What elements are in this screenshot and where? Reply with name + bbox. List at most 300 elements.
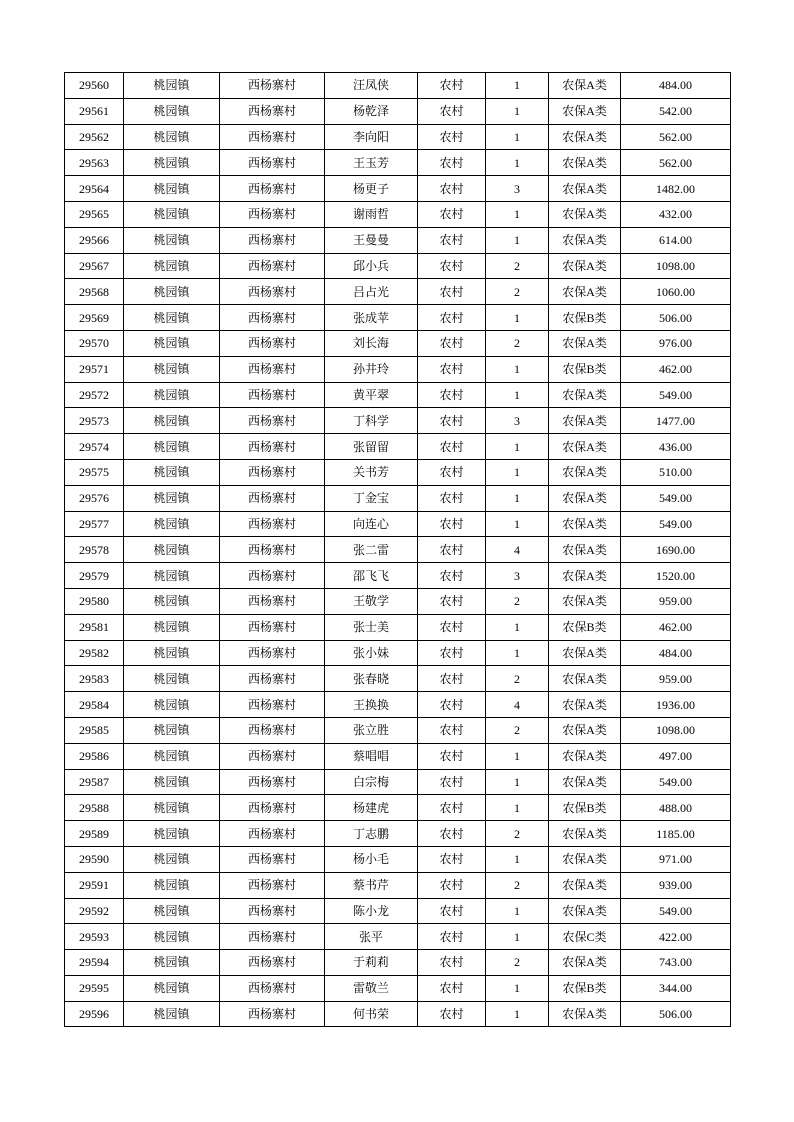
- insurance-category-cell: 农保A类: [549, 201, 621, 227]
- table-row: [65, 821, 731, 847]
- table-row: [65, 434, 731, 460]
- village-cell: 西杨寨村: [220, 176, 325, 202]
- village-cell: 西杨寨村: [220, 743, 325, 769]
- village-cell: 西杨寨村: [220, 434, 325, 460]
- table-row: [65, 356, 731, 382]
- person-name-cell: 谢雨哲: [325, 201, 418, 227]
- town-cell: 桃园镇: [124, 666, 220, 692]
- serial-number-cell: 29580: [65, 588, 124, 614]
- town-cell: 桃园镇: [124, 253, 220, 279]
- household-type-cell: 农村: [418, 769, 486, 795]
- person-count-cell: 1: [486, 769, 549, 795]
- insurance-category-cell: 农保A类: [549, 434, 621, 460]
- town-cell: 桃园镇: [124, 537, 220, 563]
- person-count-cell: 2: [486, 666, 549, 692]
- village-cell: 西杨寨村: [220, 227, 325, 253]
- village-cell: 西杨寨村: [220, 279, 325, 305]
- table-row: [65, 382, 731, 408]
- table-row: [65, 717, 731, 743]
- town-cell: 桃园镇: [124, 98, 220, 124]
- person-count-cell: 1: [486, 356, 549, 382]
- village-cell: 西杨寨村: [220, 73, 325, 99]
- town-cell: 桃园镇: [124, 434, 220, 460]
- person-count-cell: 1: [486, 485, 549, 511]
- table-row: [65, 872, 731, 898]
- amount-cell: 562.00: [621, 124, 731, 150]
- serial-number-cell: 29572: [65, 382, 124, 408]
- insurance-category-cell: 农保A类: [549, 73, 621, 99]
- person-count-cell: 2: [486, 821, 549, 847]
- insurance-category-cell: 农保A类: [549, 743, 621, 769]
- person-count-cell: 1: [486, 434, 549, 460]
- person-count-cell: 1: [486, 305, 549, 331]
- household-type-cell: 农村: [418, 692, 486, 718]
- serial-number-cell: 29573: [65, 408, 124, 434]
- serial-number-cell: 29586: [65, 743, 124, 769]
- person-count-cell: 2: [486, 330, 549, 356]
- insurance-category-cell: 农保A类: [549, 898, 621, 924]
- town-cell: 桃园镇: [124, 743, 220, 769]
- village-cell: 西杨寨村: [220, 563, 325, 589]
- town-cell: 桃园镇: [124, 795, 220, 821]
- amount-cell: 549.00: [621, 898, 731, 924]
- household-type-cell: 农村: [418, 924, 486, 950]
- person-name-cell: 关书芳: [325, 459, 418, 485]
- town-cell: 桃园镇: [124, 150, 220, 176]
- insurance-category-cell: 农保C类: [549, 924, 621, 950]
- town-cell: 桃园镇: [124, 821, 220, 847]
- person-count-cell: 1: [486, 795, 549, 821]
- person-name-cell: 向连心: [325, 511, 418, 537]
- person-count-cell: 3: [486, 563, 549, 589]
- serial-number-cell: 29563: [65, 150, 124, 176]
- household-type-cell: 农村: [418, 614, 486, 640]
- village-cell: 西杨寨村: [220, 666, 325, 692]
- insurance-category-cell: 农保A类: [549, 382, 621, 408]
- household-type-cell: 农村: [418, 434, 486, 460]
- village-cell: 西杨寨村: [220, 588, 325, 614]
- person-name-cell: 丁志鹏: [325, 821, 418, 847]
- person-count-cell: 2: [486, 279, 549, 305]
- person-count-cell: 3: [486, 408, 549, 434]
- household-type-cell: 农村: [418, 872, 486, 898]
- table-row: [65, 201, 731, 227]
- person-name-cell: 张立胜: [325, 717, 418, 743]
- insurance-category-cell: 农保A类: [549, 666, 621, 692]
- table-row: [65, 485, 731, 511]
- person-name-cell: 丁科学: [325, 408, 418, 434]
- serial-number-cell: 29588: [65, 795, 124, 821]
- serial-number-cell: 29574: [65, 434, 124, 460]
- table-row: [65, 769, 731, 795]
- village-cell: 西杨寨村: [220, 1001, 325, 1027]
- person-name-cell: 张成苹: [325, 305, 418, 331]
- person-name-cell: 黄平翠: [325, 382, 418, 408]
- amount-cell: 344.00: [621, 975, 731, 1001]
- insurance-category-cell: 农保A类: [549, 227, 621, 253]
- village-cell: 西杨寨村: [220, 795, 325, 821]
- person-count-cell: 1: [486, 150, 549, 176]
- household-type-cell: 农村: [418, 743, 486, 769]
- serial-number-cell: 29564: [65, 176, 124, 202]
- table-row: [65, 279, 731, 305]
- person-count-cell: 1: [486, 846, 549, 872]
- person-count-cell: 1: [486, 1001, 549, 1027]
- serial-number-cell: 29585: [65, 717, 124, 743]
- village-cell: 西杨寨村: [220, 769, 325, 795]
- town-cell: 桃园镇: [124, 73, 220, 99]
- town-cell: 桃园镇: [124, 898, 220, 924]
- town-cell: 桃园镇: [124, 201, 220, 227]
- village-cell: 西杨寨村: [220, 614, 325, 640]
- town-cell: 桃园镇: [124, 640, 220, 666]
- insurance-category-cell: 农保A类: [549, 150, 621, 176]
- town-cell: 桃园镇: [124, 279, 220, 305]
- person-count-cell: 1: [486, 924, 549, 950]
- table-row: [65, 563, 731, 589]
- insurance-category-cell: 农保A类: [549, 717, 621, 743]
- table-row: [65, 408, 731, 434]
- town-cell: 桃园镇: [124, 717, 220, 743]
- table-row: [65, 795, 731, 821]
- village-cell: 西杨寨村: [220, 537, 325, 563]
- insurance-category-cell: 农保A类: [549, 459, 621, 485]
- amount-cell: 562.00: [621, 150, 731, 176]
- household-type-cell: 农村: [418, 305, 486, 331]
- subsidy-table-body: [65, 73, 731, 1027]
- serial-number-cell: 29561: [65, 98, 124, 124]
- amount-cell: 462.00: [621, 356, 731, 382]
- town-cell: 桃园镇: [124, 975, 220, 1001]
- insurance-category-cell: 农保A类: [549, 253, 621, 279]
- village-cell: 西杨寨村: [220, 98, 325, 124]
- town-cell: 桃园镇: [124, 330, 220, 356]
- village-cell: 西杨寨村: [220, 356, 325, 382]
- person-name-cell: 张二雷: [325, 537, 418, 563]
- household-type-cell: 农村: [418, 950, 486, 976]
- insurance-category-cell: 农保A类: [549, 1001, 621, 1027]
- household-type-cell: 农村: [418, 563, 486, 589]
- person-name-cell: 吕占光: [325, 279, 418, 305]
- table-row: [65, 227, 731, 253]
- household-type-cell: 农村: [418, 846, 486, 872]
- town-cell: 桃园镇: [124, 227, 220, 253]
- village-cell: 西杨寨村: [220, 511, 325, 537]
- amount-cell: 497.00: [621, 743, 731, 769]
- amount-cell: 939.00: [621, 872, 731, 898]
- town-cell: 桃园镇: [124, 1001, 220, 1027]
- serial-number-cell: 29594: [65, 950, 124, 976]
- person-name-cell: 张留留: [325, 434, 418, 460]
- amount-cell: 1482.00: [621, 176, 731, 202]
- serial-number-cell: 29576: [65, 485, 124, 511]
- amount-cell: 549.00: [621, 485, 731, 511]
- household-type-cell: 农村: [418, 382, 486, 408]
- insurance-category-cell: 农保A类: [549, 872, 621, 898]
- amount-cell: 959.00: [621, 588, 731, 614]
- serial-number-cell: 29583: [65, 666, 124, 692]
- household-type-cell: 农村: [418, 537, 486, 563]
- person-name-cell: 张平: [325, 924, 418, 950]
- amount-cell: 743.00: [621, 950, 731, 976]
- table-row: [65, 614, 731, 640]
- village-cell: 西杨寨村: [220, 975, 325, 1001]
- person-count-cell: 1: [486, 511, 549, 537]
- amount-cell: 506.00: [621, 1001, 731, 1027]
- household-type-cell: 农村: [418, 717, 486, 743]
- town-cell: 桃园镇: [124, 614, 220, 640]
- person-count-cell: 1: [486, 898, 549, 924]
- table-row: [65, 124, 731, 150]
- person-name-cell: 王敬学: [325, 588, 418, 614]
- town-cell: 桃园镇: [124, 305, 220, 331]
- amount-cell: 549.00: [621, 769, 731, 795]
- serial-number-cell: 29590: [65, 846, 124, 872]
- person-name-cell: 蔡唱唱: [325, 743, 418, 769]
- serial-number-cell: 29592: [65, 898, 124, 924]
- amount-cell: 422.00: [621, 924, 731, 950]
- town-cell: 桃园镇: [124, 124, 220, 150]
- serial-number-cell: 29593: [65, 924, 124, 950]
- person-name-cell: 雷敬兰: [325, 975, 418, 1001]
- amount-cell: 1098.00: [621, 717, 731, 743]
- table-row: [65, 1001, 731, 1027]
- table-row: [65, 898, 731, 924]
- town-cell: 桃园镇: [124, 692, 220, 718]
- village-cell: 西杨寨村: [220, 640, 325, 666]
- village-cell: 西杨寨村: [220, 408, 325, 434]
- amount-cell: 1060.00: [621, 279, 731, 305]
- person-name-cell: 王玉芳: [325, 150, 418, 176]
- person-name-cell: 王换换: [325, 692, 418, 718]
- amount-cell: 549.00: [621, 382, 731, 408]
- amount-cell: 976.00: [621, 330, 731, 356]
- serial-number-cell: 29579: [65, 563, 124, 589]
- person-count-cell: 1: [486, 743, 549, 769]
- amount-cell: 549.00: [621, 511, 731, 537]
- household-type-cell: 农村: [418, 408, 486, 434]
- person-count-cell: 2: [486, 253, 549, 279]
- household-type-cell: 农村: [418, 330, 486, 356]
- insurance-category-cell: 农保A类: [549, 408, 621, 434]
- village-cell: 西杨寨村: [220, 872, 325, 898]
- town-cell: 桃园镇: [124, 511, 220, 537]
- person-name-cell: 邱小兵: [325, 253, 418, 279]
- household-type-cell: 农村: [418, 253, 486, 279]
- table-row: [65, 640, 731, 666]
- village-cell: 西杨寨村: [220, 485, 325, 511]
- person-count-cell: 1: [486, 975, 549, 1001]
- person-count-cell: 2: [486, 717, 549, 743]
- household-type-cell: 农村: [418, 459, 486, 485]
- insurance-category-cell: 农保A类: [549, 692, 621, 718]
- village-cell: 西杨寨村: [220, 846, 325, 872]
- serial-number-cell: 29584: [65, 692, 124, 718]
- amount-cell: 1477.00: [621, 408, 731, 434]
- serial-number-cell: 29565: [65, 201, 124, 227]
- person-name-cell: 杨小毛: [325, 846, 418, 872]
- person-count-cell: 1: [486, 227, 549, 253]
- table-row: [65, 73, 731, 99]
- village-cell: 西杨寨村: [220, 898, 325, 924]
- person-count-cell: 1: [486, 640, 549, 666]
- village-cell: 西杨寨村: [220, 253, 325, 279]
- village-cell: 西杨寨村: [220, 201, 325, 227]
- person-name-cell: 何书荣: [325, 1001, 418, 1027]
- amount-cell: 506.00: [621, 305, 731, 331]
- serial-number-cell: 29560: [65, 73, 124, 99]
- insurance-category-cell: 农保A类: [549, 950, 621, 976]
- insurance-category-cell: 农保B类: [549, 795, 621, 821]
- person-name-cell: 杨更子: [325, 176, 418, 202]
- table-row: [65, 150, 731, 176]
- town-cell: 桃园镇: [124, 588, 220, 614]
- table-row: [65, 950, 731, 976]
- serial-number-cell: 29578: [65, 537, 124, 563]
- amount-cell: 432.00: [621, 201, 731, 227]
- person-name-cell: 孙井玲: [325, 356, 418, 382]
- insurance-category-cell: 农保A类: [549, 176, 621, 202]
- town-cell: 桃园镇: [124, 459, 220, 485]
- serial-number-cell: 29567: [65, 253, 124, 279]
- person-name-cell: 白宗梅: [325, 769, 418, 795]
- table-row: [65, 176, 731, 202]
- household-type-cell: 农村: [418, 98, 486, 124]
- serial-number-cell: 29595: [65, 975, 124, 1001]
- insurance-category-cell: 农保A类: [549, 485, 621, 511]
- serial-number-cell: 29562: [65, 124, 124, 150]
- person-name-cell: 王曼曼: [325, 227, 418, 253]
- person-count-cell: 1: [486, 124, 549, 150]
- table-row: [65, 459, 731, 485]
- amount-cell: 484.00: [621, 640, 731, 666]
- person-name-cell: 张士美: [325, 614, 418, 640]
- table-row: [65, 588, 731, 614]
- person-name-cell: 张小妹: [325, 640, 418, 666]
- serial-number-cell: 29596: [65, 1001, 124, 1027]
- town-cell: 桃园镇: [124, 485, 220, 511]
- person-name-cell: 于莉莉: [325, 950, 418, 976]
- household-type-cell: 农村: [418, 821, 486, 847]
- person-name-cell: 邵飞飞: [325, 563, 418, 589]
- table-row: [65, 330, 731, 356]
- amount-cell: 484.00: [621, 73, 731, 99]
- insurance-category-cell: 农保B类: [549, 614, 621, 640]
- household-type-cell: 农村: [418, 150, 486, 176]
- table-row: [65, 924, 731, 950]
- serial-number-cell: 29568: [65, 279, 124, 305]
- serial-number-cell: 29570: [65, 330, 124, 356]
- person-count-cell: 1: [486, 201, 549, 227]
- town-cell: 桃园镇: [124, 950, 220, 976]
- village-cell: 西杨寨村: [220, 382, 325, 408]
- insurance-category-cell: 农保A类: [549, 98, 621, 124]
- household-type-cell: 农村: [418, 640, 486, 666]
- village-cell: 西杨寨村: [220, 150, 325, 176]
- amount-cell: 614.00: [621, 227, 731, 253]
- household-type-cell: 农村: [418, 279, 486, 305]
- amount-cell: 542.00: [621, 98, 731, 124]
- insurance-category-cell: 农保B类: [549, 356, 621, 382]
- amount-cell: 1185.00: [621, 821, 731, 847]
- table-row: [65, 692, 731, 718]
- household-type-cell: 农村: [418, 588, 486, 614]
- amount-cell: 488.00: [621, 795, 731, 821]
- person-count-cell: 4: [486, 692, 549, 718]
- insurance-category-cell: 农保A类: [549, 124, 621, 150]
- person-name-cell: 刘长海: [325, 330, 418, 356]
- person-name-cell: 丁金宝: [325, 485, 418, 511]
- person-count-cell: 3: [486, 176, 549, 202]
- insurance-category-cell: 农保B类: [549, 975, 621, 1001]
- village-cell: 西杨寨村: [220, 950, 325, 976]
- village-cell: 西杨寨村: [220, 821, 325, 847]
- person-count-cell: 4: [486, 537, 549, 563]
- person-count-cell: 1: [486, 614, 549, 640]
- person-name-cell: 汪凤侠: [325, 73, 418, 99]
- amount-cell: 436.00: [621, 434, 731, 460]
- person-name-cell: 蔡书芹: [325, 872, 418, 898]
- amount-cell: 959.00: [621, 666, 731, 692]
- village-cell: 西杨寨村: [220, 330, 325, 356]
- table-row: [65, 666, 731, 692]
- insurance-category-cell: 农保A类: [549, 537, 621, 563]
- household-type-cell: 农村: [418, 227, 486, 253]
- person-name-cell: 张春晓: [325, 666, 418, 692]
- person-name-cell: 杨乾泽: [325, 98, 418, 124]
- town-cell: 桃园镇: [124, 382, 220, 408]
- town-cell: 桃园镇: [124, 924, 220, 950]
- person-count-cell: 1: [486, 459, 549, 485]
- serial-number-cell: 29589: [65, 821, 124, 847]
- subsidy-table: [64, 72, 731, 1027]
- amount-cell: 510.00: [621, 459, 731, 485]
- amount-cell: 1520.00: [621, 563, 731, 589]
- amount-cell: 971.00: [621, 846, 731, 872]
- amount-cell: 1098.00: [621, 253, 731, 279]
- insurance-category-cell: 农保A类: [549, 769, 621, 795]
- insurance-category-cell: 农保B类: [549, 305, 621, 331]
- serial-number-cell: 29571: [65, 356, 124, 382]
- serial-number-cell: 29591: [65, 872, 124, 898]
- village-cell: 西杨寨村: [220, 459, 325, 485]
- person-name-cell: 李向阳: [325, 124, 418, 150]
- serial-number-cell: 29581: [65, 614, 124, 640]
- household-type-cell: 农村: [418, 975, 486, 1001]
- insurance-category-cell: 农保A类: [549, 846, 621, 872]
- table-row: [65, 743, 731, 769]
- person-count-cell: 2: [486, 950, 549, 976]
- household-type-cell: 农村: [418, 124, 486, 150]
- household-type-cell: 农村: [418, 356, 486, 382]
- table-row: [65, 511, 731, 537]
- household-type-cell: 农村: [418, 201, 486, 227]
- amount-cell: 1936.00: [621, 692, 731, 718]
- table-row: [65, 537, 731, 563]
- serial-number-cell: 29569: [65, 305, 124, 331]
- household-type-cell: 农村: [418, 1001, 486, 1027]
- serial-number-cell: 29577: [65, 511, 124, 537]
- insurance-category-cell: 农保A类: [549, 640, 621, 666]
- household-type-cell: 农村: [418, 795, 486, 821]
- person-count-cell: 2: [486, 872, 549, 898]
- insurance-category-cell: 农保A类: [549, 511, 621, 537]
- table-row: [65, 975, 731, 1001]
- serial-number-cell: 29575: [65, 459, 124, 485]
- table-row: [65, 253, 731, 279]
- person-count-cell: 1: [486, 98, 549, 124]
- town-cell: 桃园镇: [124, 176, 220, 202]
